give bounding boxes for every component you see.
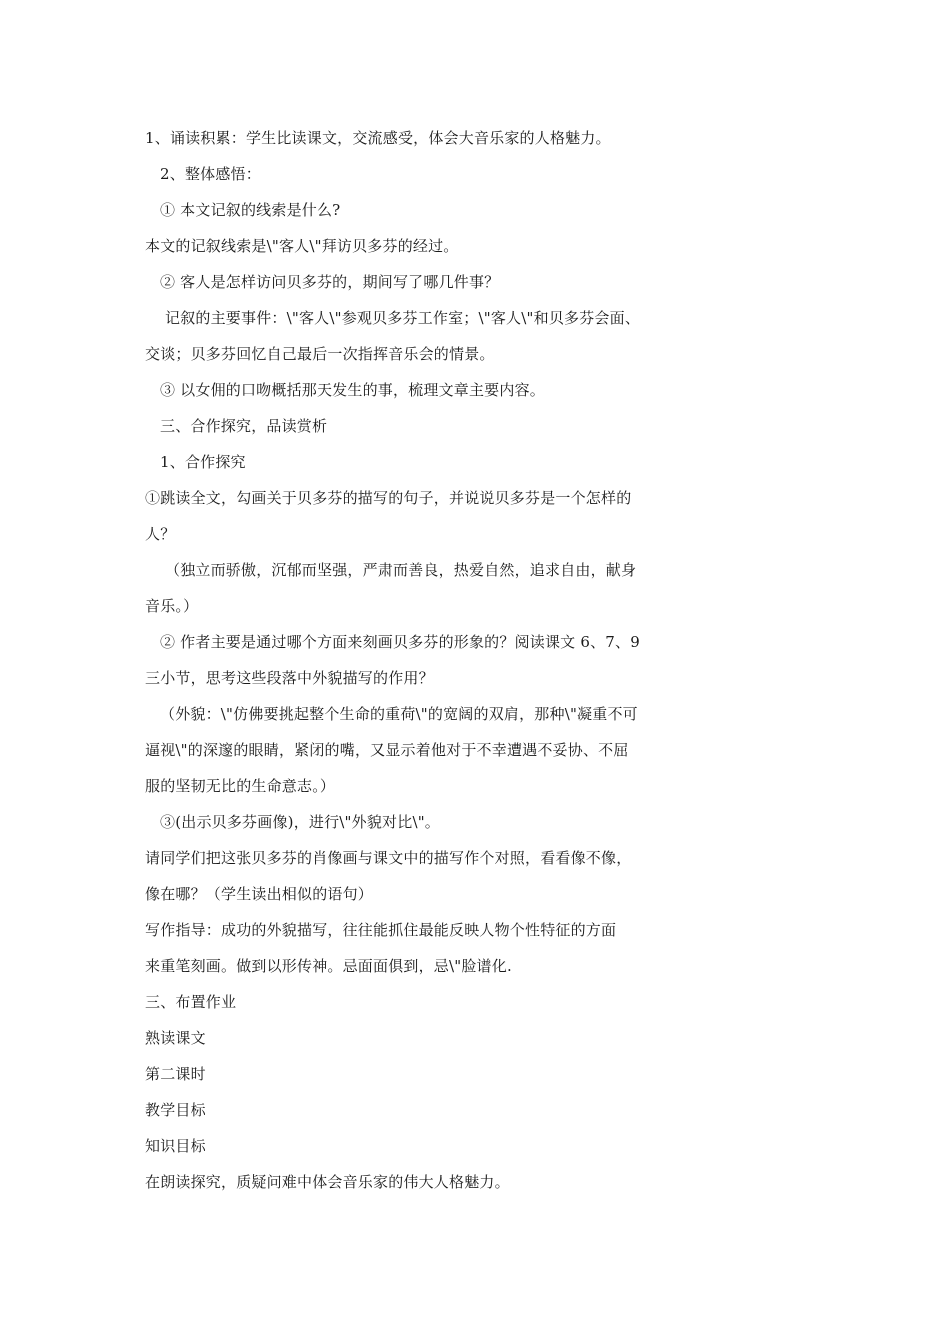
text-line: ①跳读全文，勾画关于贝多芬的描写的句子，并说说贝多芬是一个怎样的 — [145, 489, 632, 507]
text-line: 写作指导：成功的外貌描写，往往能抓住最能反映人物个性特征的方面 — [145, 921, 617, 939]
text-line: 在朗读探究，质疑问难中体会音乐家的伟大人格魅力。 — [145, 1173, 510, 1191]
text-line: 记叙的主要事件：\"客人\"参观贝多芬工作室；\"客人\"和贝多芬会面、 — [165, 309, 641, 327]
text-line: ② 客人是怎样访问贝多芬的，期间写了哪几件事？ — [160, 273, 500, 291]
text-line: 服的坚韧无比的生命意志。） — [145, 777, 336, 795]
text-line: 第二课时 — [145, 1065, 206, 1083]
text-line: 像在哪？（学生读出相似的语句） — [145, 885, 374, 903]
text-line: 人？ — [145, 525, 176, 543]
text-line: 1、诵读积累：学生比读课文，交流感受，体会大音乐家的人格魅力。 — [145, 129, 611, 147]
text-line: ③(出示贝多芬画像)，进行\"外貌对比\"。 — [160, 813, 441, 831]
text-line: 请同学们把这张贝多芬的肖像画与课文中的描写作个对照，看看像不像， — [145, 849, 632, 867]
text-line: 交谈；贝多芬回忆自己最后一次指挥音乐会的情景。 — [145, 345, 495, 363]
text-line: 来重笔刻画。做到以形传神。忌面面俱到，忌\"脸谱化. — [145, 957, 512, 975]
section-heading: 三、布置作业 — [145, 993, 237, 1011]
text-line: （外貌：\"仿佛要挑起整个生命的重荷\"的宽阔的双肩，那种\"凝重不可 — [160, 705, 638, 723]
section-heading: 三、合作探究，品读赏析 — [160, 417, 328, 435]
text-line: 1、合作探究 — [160, 453, 246, 471]
text-line: 2、整体感悟： — [160, 165, 261, 183]
text-line: ② 作者主要是通过哪个方面来刻画贝多芬的形象的？阅读课文 6、7、9 — [160, 633, 640, 651]
text-line: 逼视\"的深邃的眼睛，紧闭的嘴，又显示着他对于不幸遭遇不妥协、不屈 — [145, 741, 629, 759]
text-line: 教学目标 — [145, 1101, 206, 1119]
text-line: 知识目标 — [145, 1137, 206, 1155]
text-line: 音乐。） — [145, 597, 199, 615]
text-line: ① 本文记叙的线索是什么? — [160, 201, 341, 219]
text-line: ③ 以女佣的口吻概括那天发生的事，梳理文章主要内容。 — [160, 381, 545, 399]
text-line: （独立而骄傲，沉郁而坚强，严肃而善良，热爱自然，追求自由，献身 — [165, 561, 637, 579]
text-line: 三小节，思考这些段落中外貌描写的作用？ — [145, 669, 434, 687]
text-line: 本文的记叙线索是\"客人\"拜访贝多芬的经过。 — [145, 237, 459, 255]
text-line: 熟读课文 — [145, 1029, 206, 1047]
